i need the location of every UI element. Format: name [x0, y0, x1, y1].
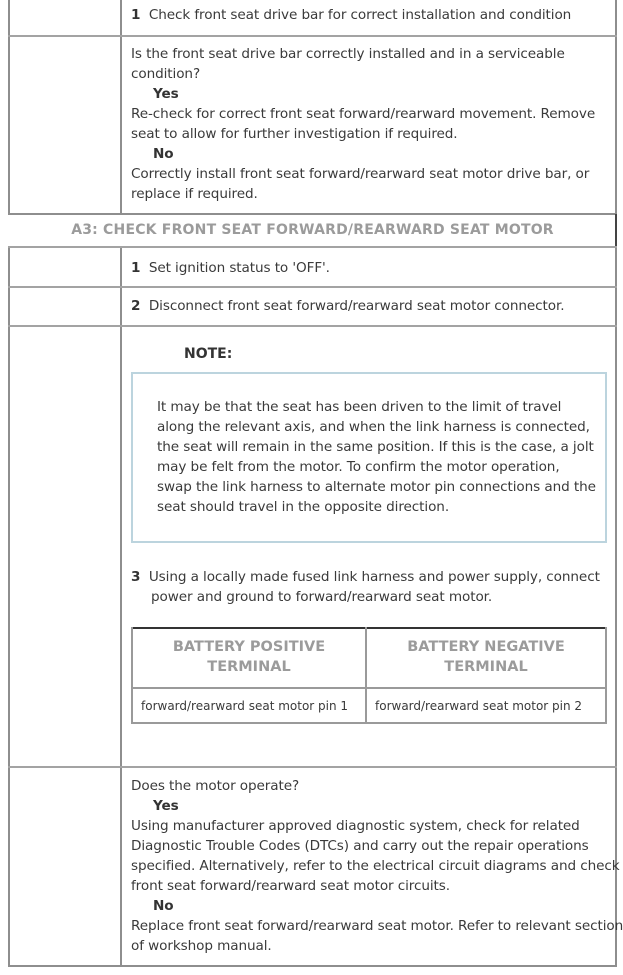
step-text: Set ignition status to 'OFF'.	[148, 260, 330, 276]
note-line: along the relevant axis, and when the link harness is connected,	[157, 419, 590, 435]
a2-yes-line-1: Re-check for correct front seat forward/rearward movement. Remove	[131, 106, 596, 122]
header-line: BATTERY POSITIVE	[172, 639, 326, 655]
row-divider	[8, 766, 617, 768]
note-title: NOTE:	[184, 346, 233, 362]
a2-yes-line-2: seat to allow for further investigation if required.	[131, 126, 458, 142]
table-bottom-border	[131, 722, 607, 724]
row-divider	[8, 965, 617, 967]
note-line: may be felt from the motor. To confirm the motor operation,	[157, 459, 560, 475]
header-battery-negative	[367, 637, 605, 677]
a2-no-line-1: Correctly install front seat forward/rearward seat motor drive bar, or	[131, 166, 590, 182]
note-line: seat should travel in the opposite direction.	[157, 499, 450, 515]
a2-question-line-2: condition?	[131, 66, 201, 82]
a3-step-2	[131, 296, 564, 316]
step-text: Disconnect front seat forward/rearward seat motor connector.	[148, 298, 565, 314]
table-top-border	[131, 627, 607, 629]
a2-step-1	[131, 5, 571, 25]
a3-step-3	[131, 567, 600, 587]
a2-no-label: No	[153, 146, 174, 162]
note-line: the seat will remain in the same position. If this is the case, a jolt	[157, 439, 594, 455]
a3-yes-line: front seat forward/rearward seat motor circuits.	[131, 878, 450, 894]
a3-yes-line: Diagnostic Trouble Codes (DTCs) and carry out the repair operations	[131, 838, 589, 854]
row-divider	[8, 325, 617, 327]
step-number: 2	[131, 298, 141, 314]
note-line: swap the link harness to alternate motor pin connections and the	[157, 479, 596, 495]
header-line: TERMINAL	[444, 659, 528, 675]
a2-column-divider	[120, 0, 122, 215]
row-divider	[8, 246, 617, 248]
cell-positive-pin: forward/rearward seat motor pin 1	[141, 699, 349, 713]
row-divider	[8, 35, 617, 37]
a3-step-1	[131, 258, 330, 278]
header-line: BATTERY NEGATIVE	[407, 639, 565, 655]
a3-column-divider	[120, 246, 122, 967]
note-line: It may be that the seat has been driven to the limit of travel	[157, 399, 562, 415]
cell-negative-pin: forward/rearward seat motor pin 2	[375, 699, 583, 713]
a3-no-line: Replace front seat forward/rearward seat motor. Refer to relevant section	[131, 918, 623, 934]
step-number: 1	[131, 7, 141, 23]
a3-yes-line: Using manufacturer approved diagnostic system, check for related	[131, 818, 580, 834]
step-number: 3	[131, 569, 141, 585]
row-divider	[8, 286, 617, 288]
a3-step-3-line-2: power and ground to forward/rearward seat motor.	[151, 589, 493, 605]
header-line: TERMINAL	[207, 659, 291, 675]
a3-yes-line: specified. Alternatively, refer to the electrical circuit diagrams and check	[131, 858, 620, 874]
step-number: 1	[131, 260, 141, 276]
step-text: Check front seat drive bar for correct installation and condition	[148, 7, 572, 23]
a2-yes-label: Yes	[153, 86, 179, 102]
table-right-border	[605, 627, 607, 724]
a2-no-line-2: replace if required.	[131, 186, 258, 202]
header-battery-positive	[133, 637, 365, 677]
a3-question-line-1: Does the motor operate?	[131, 778, 300, 794]
table-header-divider	[131, 687, 607, 689]
section-edge-marker	[615, 214, 617, 246]
a2-question-line-1: Is the front seat drive bar correctly installed and in a serviceable	[131, 46, 565, 62]
a3-yes-label: Yes	[153, 798, 179, 814]
a3-no-line: of workshop manual.	[131, 938, 272, 954]
step-text: Using a locally made fused link harness and power supply, connect	[148, 569, 600, 585]
a3-no-label: No	[153, 898, 174, 914]
section-a3-title: A3: CHECK FRONT SEAT FORWARD/REARWARD SEAT MOTOR	[71, 222, 554, 238]
